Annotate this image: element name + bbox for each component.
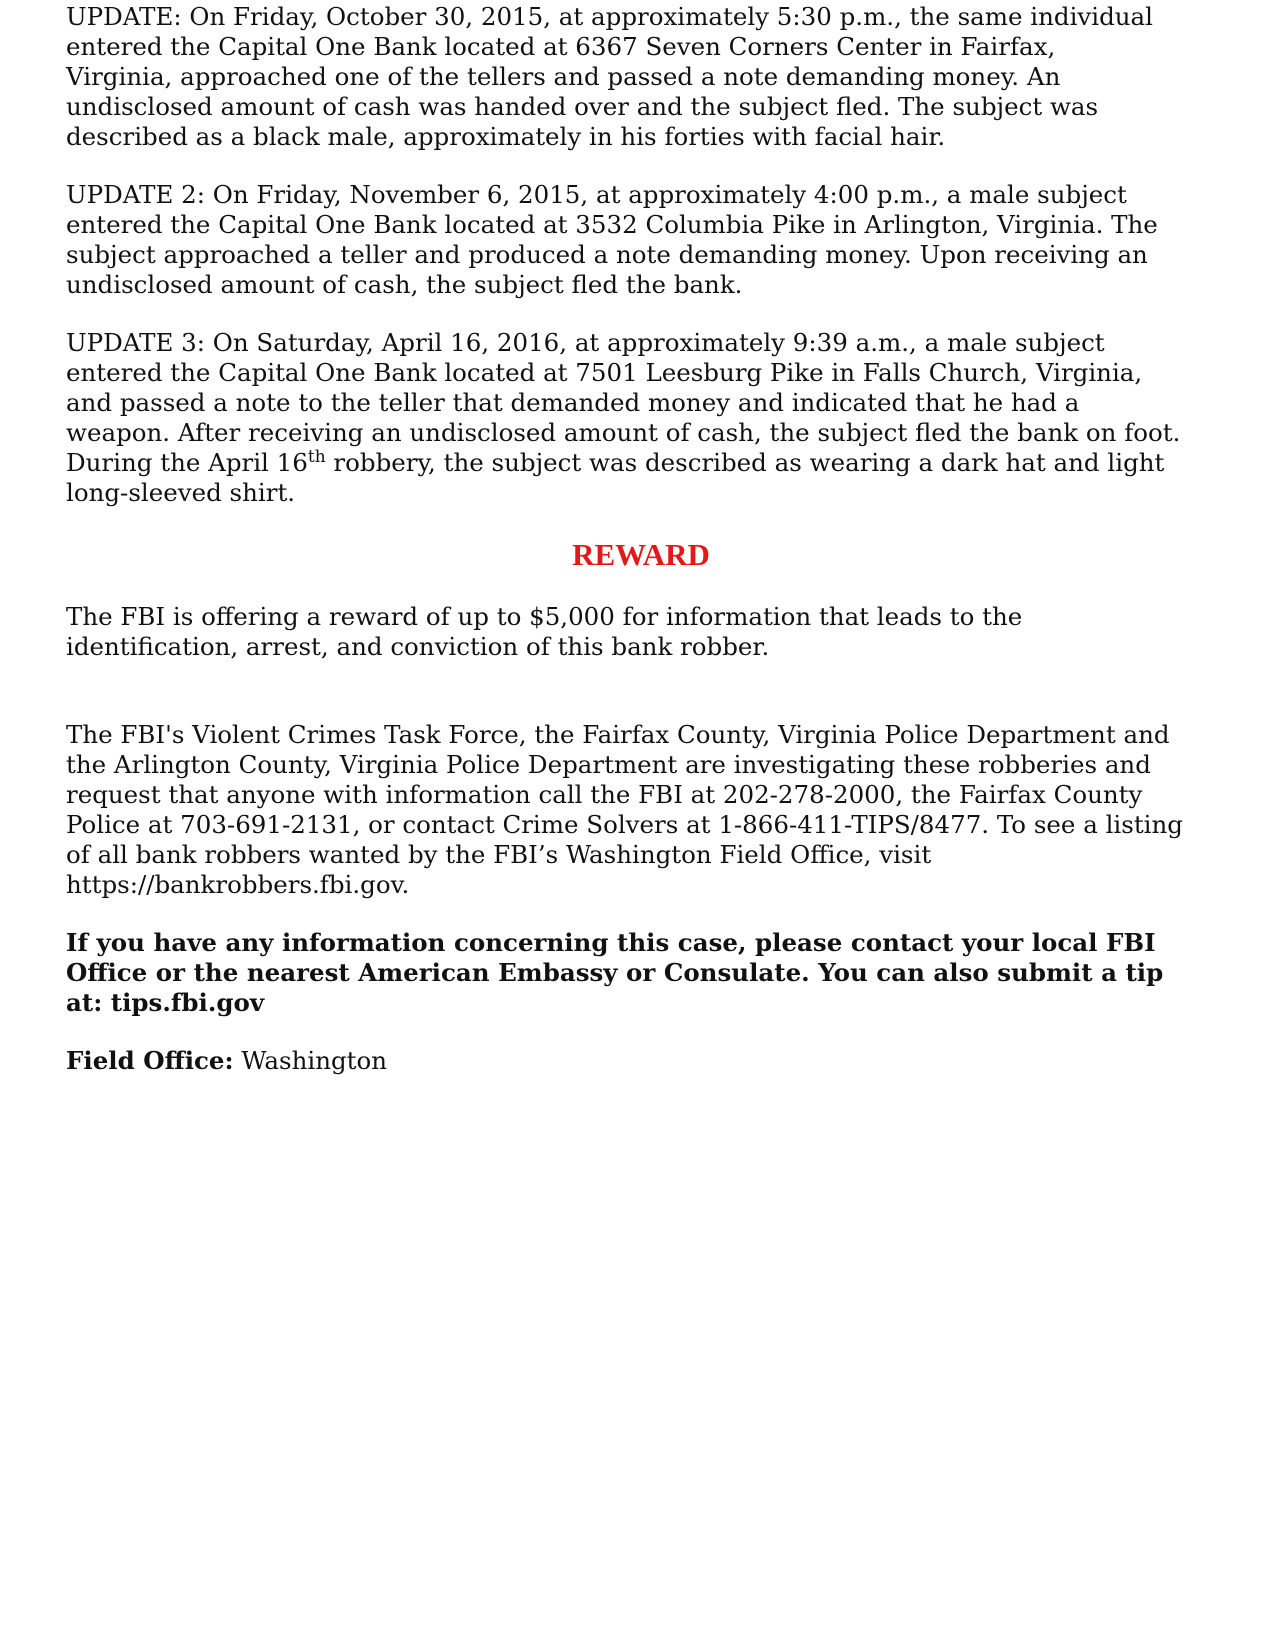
update-3-paragraph [66, 328, 1216, 508]
spacer [66, 574, 1216, 602]
update-1-paragraph: UPDATE: On Friday, October 30, 2015, at approximately 5:30 p.m., the same individual entered the Capital One Bank located at 6367 Seven Corners Center in Fairfax, Virginia, approached one of the tellers and passed a note demanding money. An undisclosed amount of cash was handed over and the subject fled. The subject was described as a black male, approximately in his forties with facial hair. [66, 2, 1153, 151]
update-3-tail-text: robbery, the subject was described as wearing a dark hat and light long-sleeved shirt. [66, 448, 1165, 507]
reward-paragraph: The FBI is offering a reward of up to $5,000 for information that leads to the identification, arrest, and conviction of this bank robber. [66, 602, 1023, 661]
spacer [66, 1018, 1216, 1046]
reward-heading: REWARD [572, 537, 710, 572]
spacer [66, 662, 1216, 720]
update-2-paragraph: UPDATE 2: On Friday, November 6, 2015, at approximately 4:00 p.m., a male subject entered the Capital One Bank located at 3532 Columbia Pike in Arlington, Virginia. The subject approached a teller and produced a note demanding money. Upon receiving an undisclosed amount of cash, the subject fled the bank. [66, 180, 1158, 299]
spacer [66, 900, 1216, 928]
field-office-line [66, 1046, 1216, 1076]
field-office-value: Washington [233, 1046, 388, 1075]
investigation-paragraph: The FBI's Violent Crimes Task Force, the Fairfax County, Virginia Police Department and the Arlington County, Virginia Police Department are investigating these robberies and request that anyone with information call the FBI at 202-278-2000, the Fairfax County Police at 703-691-2131, or contact Crime Solvers at 1-866-411-TIPS/8477. To see a listing of all bank robbers wanted by the FBI’s Washington Field Office, visit https://bankrobbers.fbi.gov. [66, 720, 1183, 899]
update-3-main-text: UPDATE 3: On Saturday, April 16, 2016, at approximately 9:39 a.m., a male subject entered the Capital One Bank located at 7501 Leesburg Pike in Falls Church, Virginia, and passed a note to the teller that demanded money and indicated that he had a weapon. After receiving an undisclosed amount of cash, the subject fled the bank on foot. During the April 16 [66, 328, 1181, 477]
field-office-label: Field Office: [66, 1046, 234, 1075]
contact-paragraph: If you have any information concerning this case, please contact your local FBI Office or the nearest American Embassy or Consulate. You can also submit a tip at: tips.fbi.gov [66, 928, 1164, 1017]
document-page [66, 2, 1216, 1076]
spacer [66, 300, 1216, 328]
spacer [66, 508, 1216, 536]
ordinal-superscript: th [307, 446, 326, 467]
spacer [66, 152, 1216, 180]
